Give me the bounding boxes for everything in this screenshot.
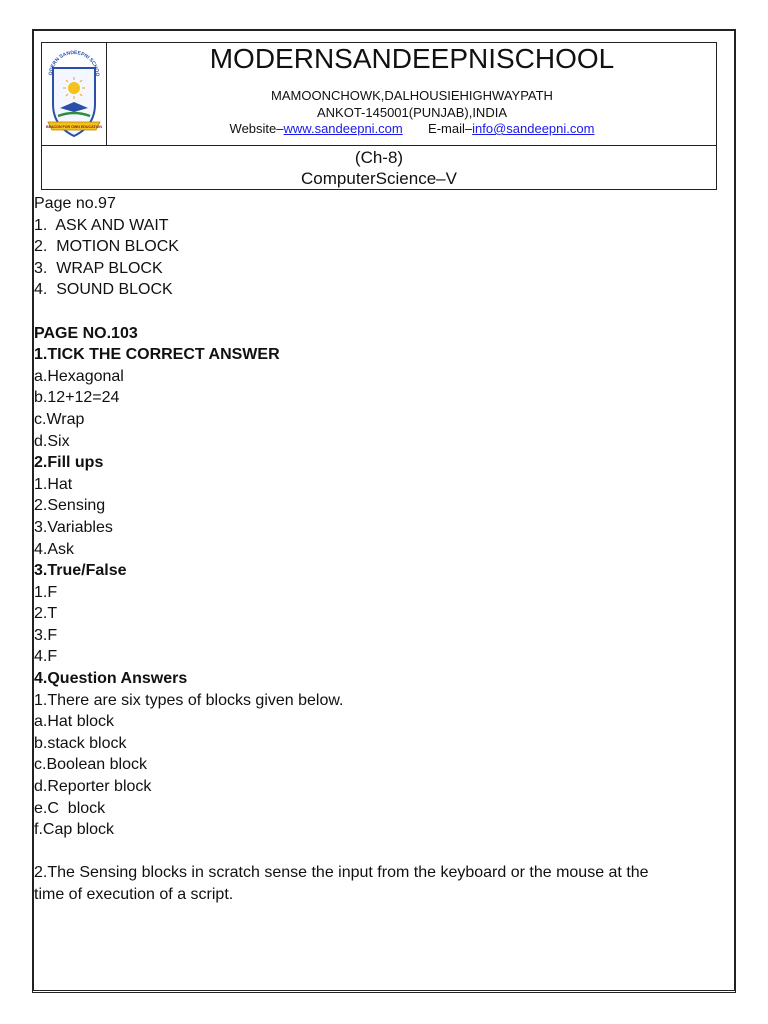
content-line: 1.Hat: [34, 475, 73, 493]
chapter-label: (Ch-8): [354, 148, 404, 167]
content-line: 1. ASK AND WAIT: [34, 216, 169, 234]
content-line: 1.TICK THE CORRECT ANSWER: [34, 346, 280, 364]
address-line-1: MAMOONCHOWK,DALHOUSIEHIGHWAYPATH: [271, 88, 553, 103]
content-line: 2.Fill ups: [34, 454, 104, 472]
content-line: e.C block: [34, 799, 106, 817]
answer-content: [34, 193, 732, 906]
content-line: 1.F: [34, 583, 58, 601]
subject-label: ComputerScience–V: [301, 169, 457, 188]
contact-line: [106, 121, 718, 136]
content-line: b.12+12=24: [34, 389, 120, 407]
content-line: 2.The Sensing blocks in scratch sense the input from the keyboard or the mouse at the: [34, 864, 649, 882]
content-line: 4. SOUND BLOCK: [34, 281, 173, 299]
content-line: 1.There are six types of blocks given below.: [34, 691, 344, 709]
content-line: 4.F: [34, 648, 58, 666]
svg-text:BEACON FOR OWN EDUCATION: BEACON FOR OWN EDUCATION: [45, 125, 103, 129]
address-line-2: ANKOT-145001(PUNJAB),INDIA: [316, 105, 507, 120]
svg-text:MODERN SANDEEPNI SCHOOL: ODERN SANDEEPNI SCHOO: [47, 49, 101, 77]
content-line: 3.Variables: [34, 518, 113, 536]
content-line: 2.T: [34, 605, 58, 623]
content-line: 3.True/False: [34, 562, 127, 580]
content-line: PAGE NO.103: [34, 324, 138, 342]
content-line: Page no.97: [34, 195, 116, 212]
school-crest-icon: [44, 46, 104, 142]
school-name: MODERNSANDEEPNISCHOOL: [209, 43, 615, 74]
content-line: [34, 841, 732, 863]
content-line: 4.Question Answers: [34, 670, 188, 688]
email-label: E-mail–: [428, 121, 473, 136]
email-link[interactable]: info@sandeepni.com: [472, 121, 595, 136]
content-line: 2. MOTION BLOCK: [34, 238, 179, 256]
content-line: c.Boolean block: [34, 756, 147, 774]
school-header: [41, 42, 717, 190]
website-link[interactable]: www.sandeepni.com: [283, 121, 403, 136]
website-label: Website–: [229, 121, 284, 136]
content-line: b.stack block: [34, 734, 127, 752]
content-line: 3. WRAP BLOCK: [34, 259, 163, 277]
content-line: f.Cap block: [34, 821, 115, 839]
content-line: a.Hexagonal: [34, 367, 124, 385]
content-line: a.Hat block: [34, 713, 115, 731]
content-line: d.Reporter block: [34, 778, 152, 796]
header-divider: [42, 145, 716, 146]
content-line: [34, 301, 732, 323]
content-line: d.Six: [34, 432, 70, 450]
content-line: 4.Ask: [34, 540, 75, 558]
content-line: 2.Sensing: [34, 497, 106, 515]
content-line: time of execution of a script.: [34, 886, 234, 903]
content-line: c.Wrap: [34, 410, 85, 428]
content-line: 3.F: [34, 626, 58, 644]
